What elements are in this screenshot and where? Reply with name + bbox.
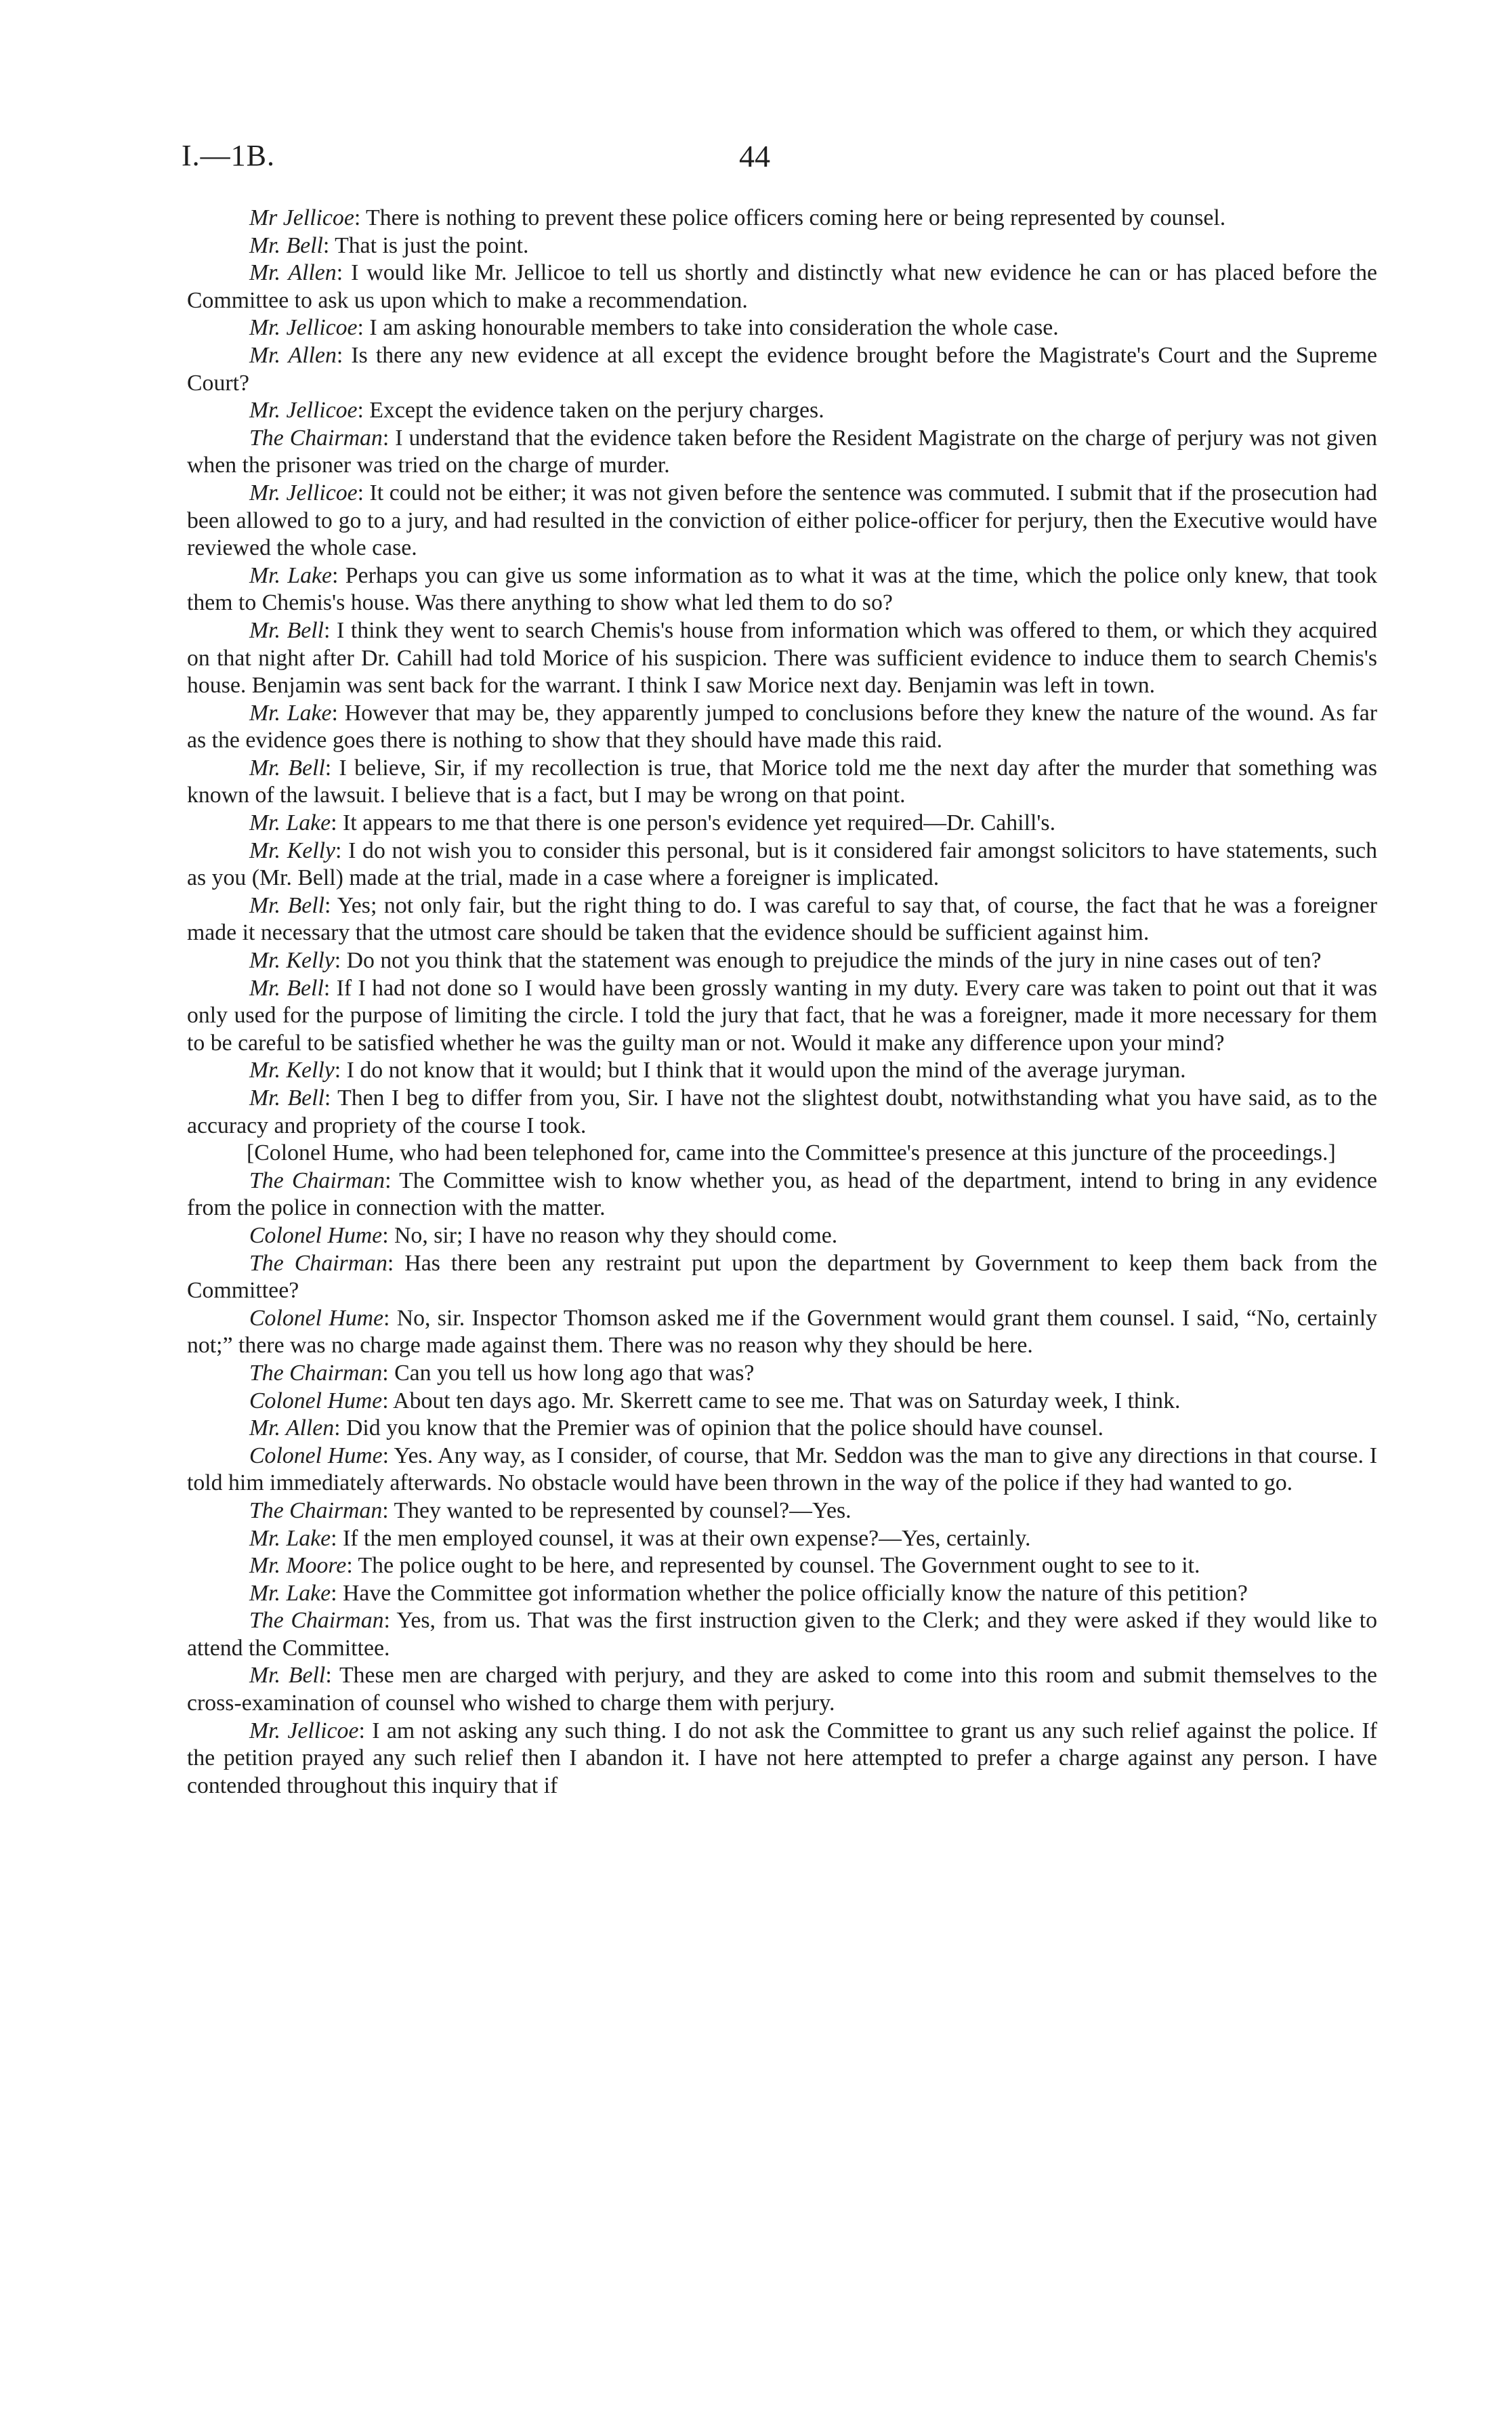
transcript-paragraph	[187, 947, 1377, 975]
transcript-paragraph	[187, 1140, 1377, 1167]
paragraph-text: : No, sir. Inspector Thomson asked me if the Government would grant them counsel. I said, “No, certainly not;” there was no charge made against them. There was no reason why they should be here.	[187, 1305, 1377, 1359]
paragraph-text: : Can you tell us how long ago that was?	[382, 1360, 755, 1386]
paragraph-text: : I am not asking any such thing. I do not ask the Committee to grant us any such relief against the police. If the petition prayed any such relief then I abandon it. I have not here attempted to prefer a charge against any person. I have contended throughout this inquiry that if	[187, 1718, 1377, 1798]
paragraph-text: : However that may be, they apparently jumped to conclusions before they knew the nature of the wound. As far as the evidence goes there is nothing to show that they should have made this raid.	[187, 700, 1378, 753]
transcript-paragraph	[187, 1662, 1377, 1717]
page-header	[182, 138, 1330, 179]
paragraph-text: : I do not know that it would; but I think that it would upon the mind of the average juryman.	[334, 1058, 1186, 1083]
paragraph-text: : Except the evidence taken on the perjury charges.	[357, 398, 824, 423]
speaker-name: Mr. Jellicoe	[249, 480, 358, 505]
speaker-name: Mr. Bell	[249, 232, 323, 258]
transcript-paragraph	[187, 1607, 1377, 1662]
transcript-paragraph	[187, 1167, 1377, 1222]
paragraph-text: : Is there any new evidence at all except the evidence brought before the Magistrate's Court and the Supreme Court?	[187, 342, 1377, 396]
speaker-name: Mr. Bell	[249, 617, 324, 643]
speaker-name: Colonel Hume	[249, 1305, 384, 1331]
transcript-paragraph	[187, 975, 1377, 1058]
paragraph-text: : I understand that the evidence taken before the Resident Magistrate on the charge of perjury was not given when the prisoner was tried on the charge of murder.	[187, 425, 1377, 478]
paragraph-text: : I would like Mr. Jellicoe to tell us shortly and distinctly what new evidence he can or has placed before the Committee to ask us upon which to make a recommendation.	[187, 260, 1377, 313]
transcript-paragraph	[187, 1222, 1377, 1250]
transcript-paragraph	[187, 397, 1377, 425]
speaker-name: Mr. Lake	[249, 700, 332, 726]
paragraph-text: : Yes, from us. That was the first instruction given to the Clerk; and they were asked if they would like to attend the Committee.	[187, 1608, 1377, 1661]
transcript-paragraph	[187, 260, 1377, 314]
transcript-paragraph	[187, 1057, 1377, 1085]
speaker-name: Mr. Kelly	[249, 837, 336, 863]
transcript-paragraph	[187, 1580, 1377, 1608]
speaker-name: Colonel Hume	[249, 1388, 383, 1413]
paragraph-text: : I believe, Sir, if my recollection is true, that Morice told me the next day after the murder that something was known of the lawsuit. I believe that is a fact, but I may be wrong on that point.	[187, 755, 1377, 808]
paragraph-text: : Did you know that the Premier was of opinion that the police should have counsel.	[334, 1415, 1104, 1441]
paragraph-text: [Colonel Hume, who had been telephoned for, came into the Committee's presence at this juncture of the proceedings.]	[247, 1140, 1336, 1166]
paragraph-text: : Perhaps you can give us some information as to what it was at the time, which the police only knew, that took them to Chemis's house. Was there anything to show what led them to do so?	[187, 562, 1378, 616]
speaker-name: The Chairman	[249, 425, 383, 451]
speaker-name: Mr. Bell	[249, 975, 324, 1001]
paragraph-text: : The police ought to be here, and represented by counsel. The Government ought to see to it.	[346, 1553, 1200, 1579]
transcript-paragraph	[187, 1525, 1377, 1553]
speaker-name: Mr. Allen	[249, 1415, 335, 1441]
paragraph-text: : These men are charged with perjury, and they are asked to come into this room and submit themselves to the cross-examination of counsel who wished to charge them with perjury.	[187, 1663, 1377, 1716]
speaker-name: The Chairman	[249, 1167, 385, 1193]
speaker-name: Mr. Bell	[249, 892, 325, 918]
speaker-name: Mr. Bell	[249, 1663, 326, 1688]
paragraph-text: : No, sir; I have no reason why they should come.	[382, 1222, 838, 1248]
transcript-paragraph	[187, 1360, 1377, 1388]
paragraph-text: : Yes; not only fair, but the right thing to do. I was careful to say that, of course, the fact that he was a foreigner made it necessary that the utmost care should be taken that the evidence should be sufficient against him.	[187, 892, 1377, 946]
transcript-paragraph	[187, 205, 1377, 232]
speaker-name: The Chairman	[249, 1250, 387, 1276]
transcript-paragraph	[187, 342, 1377, 397]
speaker-name: Mr. Lake	[249, 1525, 331, 1551]
paragraph-text: : There is nothing to prevent these police officers coming here or being represented by counsel.	[354, 205, 1226, 230]
transcript-paragraph	[187, 892, 1377, 947]
speaker-name: Colonel Hume	[249, 1443, 383, 1468]
paragraph-text: : Yes. Any way, as I consider, of course, that Mr. Seddon was the man to give any directions in that course. I told him immediately afterwards. No obstacle would have been thrown in the way of the police if they had wanted to go.	[187, 1443, 1377, 1496]
paragraph-text: : It appears to me that there is one person's evidence yet required—Dr. Cahill's.	[331, 810, 1056, 836]
transcript-paragraph	[187, 425, 1377, 480]
speaker-name: Mr. Moore	[249, 1553, 347, 1579]
page-number: 44	[739, 139, 770, 173]
speaker-name: Mr. Lake	[249, 810, 331, 836]
transcript-paragraph	[187, 1443, 1377, 1497]
transcript-paragraph	[187, 562, 1377, 617]
transcript-body	[187, 205, 1377, 1800]
paragraph-text: : Then I beg to differ from you, Sir. I have not the slightest doubt, notwithstanding what you have said, as to the accuracy and propriety of the course I took.	[187, 1085, 1377, 1138]
paragraph-text: : That is just the point.	[322, 232, 529, 258]
transcript-paragraph	[187, 1085, 1377, 1140]
paragraph-text: : Do not you think that the statement was enough to prejudice the minds of the jury in nine cases out of ten?	[334, 948, 1322, 974]
speaker-name: Mr. Kelly	[249, 948, 335, 974]
speaker-name: Mr. Lake	[249, 562, 333, 588]
transcript-paragraph	[187, 700, 1377, 755]
paragraph-text: : Has there been any restraint put upon the department by Government to keep them back from the Committee?	[187, 1250, 1377, 1304]
speaker-name: Mr. Allen	[249, 260, 337, 286]
paragraph-text: : Have the Committee got information whether the police officially know the nature of this petition?	[331, 1580, 1248, 1606]
paragraph-text: : If the men employed counsel, it was at their own expense?—Yes, certainly.	[331, 1525, 1031, 1551]
transcript-paragraph	[187, 755, 1377, 810]
speaker-name: Colonel Hume	[249, 1222, 383, 1248]
paragraph-text: : I am asking honourable members to take into consideration the whole case.	[357, 315, 1059, 341]
transcript-paragraph	[187, 617, 1377, 700]
transcript-paragraph	[187, 1497, 1377, 1525]
speaker-name: The Chairman	[249, 1608, 384, 1634]
document-reference: I.—1B.	[182, 139, 275, 172]
transcript-paragraph	[187, 837, 1377, 892]
paragraph-text: : About ten days ago. Mr. Skerrett came to see me. That was on Saturday week, I think.	[382, 1388, 1181, 1413]
transcript-paragraph	[187, 1388, 1377, 1415]
transcript-paragraph	[187, 1415, 1377, 1443]
speaker-name: Mr. Jellicoe	[249, 1718, 359, 1743]
speaker-name: The Chairman	[249, 1360, 383, 1386]
paragraph-text: : If I had not done so I would have been grossly wanting in my duty. Every care was taken to point out that it was only used for the purpose of limiting the circle. I told the jury that fact, that he was a foreigner, made it more necessary for them to be careful to be satisfied whether he was the guilty man or not. Would it make any difference upon your mind?	[187, 975, 1377, 1056]
speaker-name: Mr. Kelly	[249, 1058, 335, 1083]
transcript-paragraph	[187, 480, 1377, 562]
transcript-paragraph	[187, 314, 1377, 342]
speaker-name: Mr. Jellicoe	[249, 398, 358, 423]
transcript-paragraph	[187, 1305, 1377, 1360]
speaker-name: Mr Jellicoe	[249, 205, 354, 230]
speaker-name: Mr. Bell	[249, 1085, 324, 1111]
paragraph-text: : I think they went to search Chemis's house from information which was offered to them, or which they acquired on that night after Dr. Cahill had told Morice of his suspicion. There was sufficient evidence to induce them to search Chemis's house. Benjamin was sent back for the warrant. I think I saw Morice next day. Benjamin was left in town.	[187, 617, 1377, 699]
transcript-paragraph	[187, 810, 1377, 837]
paragraph-text: : They wanted to be represented by counsel?—Yes.	[382, 1497, 852, 1523]
speaker-name: Mr. Lake	[249, 1580, 331, 1606]
paragraph-text: : The Committee wish to know whether you, as head of the department, intend to bring in any evidence from the police in connection with the matter.	[187, 1167, 1377, 1221]
paragraph-text: : I do not wish you to consider this personal, but is it considered fair amongst solicitors to have statements, such as you (Mr. Bell) made at the trial, made in a case where a foreigner is implicated.	[187, 837, 1378, 891]
transcript-paragraph	[187, 1718, 1377, 1800]
speaker-name: The Chairman	[249, 1497, 383, 1523]
speaker-name: Mr. Bell	[249, 755, 325, 781]
speaker-name: Mr. Allen	[249, 342, 337, 368]
speaker-name: Mr. Jellicoe	[249, 315, 358, 341]
transcript-paragraph	[187, 1250, 1377, 1305]
transcript-paragraph	[187, 1552, 1377, 1580]
paragraph-text: : It could not be either; it was not given before the sentence was commuted. I submit that if the prosecution had been allowed to go to a jury, and had resulted in the conviction of either police-officer for perjury, then the Executive would have reviewed the whole case.	[187, 480, 1377, 561]
transcript-paragraph	[187, 232, 1377, 260]
